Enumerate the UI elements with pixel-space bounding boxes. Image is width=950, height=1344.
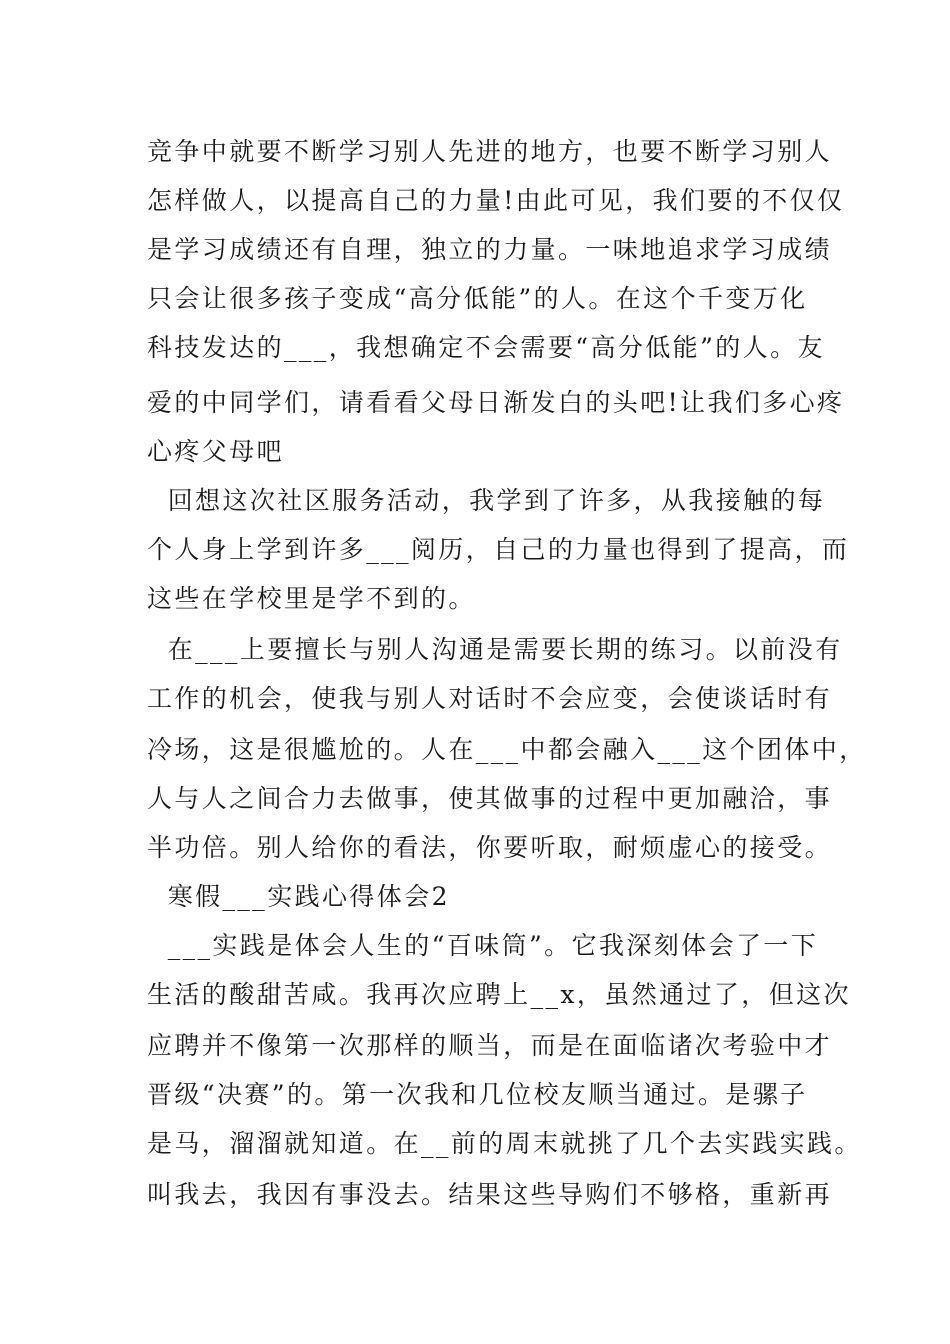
- text-line: 在___上要擅长与别人沟通是需要长期的练习。以前没有: [147, 635, 843, 664]
- text-line: 回想这次社区服务活动，我学到了许多，从我接触的每: [147, 486, 826, 515]
- text-line: 半功倍。别人给你的看法，你要听取，耐烦虚心的接受。: [147, 833, 833, 862]
- text-line: 这些在学校里是学不到的。: [147, 584, 476, 613]
- text-line: 晋级“决赛”的。第一次我和几位校友顺当通过。是骡子: [147, 1080, 808, 1109]
- text-line: 怎样做人，以提高自己的力量!由此可见，我们要的不仅仅: [147, 186, 845, 215]
- text-line: 爱的中同学们，请看看父母日渐发白的头吧!让我们多心疼: [147, 388, 845, 417]
- section-heading: 寒假___实践心得体会2: [147, 882, 450, 911]
- text-line: 竞争中就要不断学习别人先进的地方，也要不断学习别人: [147, 137, 833, 166]
- text-line: 是学习成绩还有自理，独立的力量。一味地追求学习成绩: [147, 235, 833, 264]
- text-line: 叫我去，我因有事没去。结果这些导购们不够格，重新再: [147, 1180, 833, 1209]
- text-line: 人与人之间合力去做事，使其做事的过程中更加融洽，事: [147, 784, 833, 813]
- text-line: 是马，溜溜就知道。在__前的周末就挑了几个去实践实践。: [147, 1129, 862, 1158]
- text-line: 心疼父母吧: [147, 437, 285, 466]
- text-line: 应聘并不像第一次那样的顺当，而是在面临诸次考验中才: [147, 1031, 833, 1060]
- text-line: 冷场，这是很尴尬的。人在___中都会融入___这个团体中，: [147, 735, 867, 764]
- text-line: 个人身上学到许多___阅历，自己的力量也得到了提高，而: [147, 535, 850, 564]
- text-line: ___实践是体会人生的“百味筒”。它我深刻体会了一下: [147, 931, 819, 960]
- text-line: 只会让很多孩子变成“高分低能”的人。在这个千变万化: [147, 284, 808, 313]
- text-line: 工作的机会，使我与别人对话时不会应变，会使谈话时有: [147, 684, 833, 713]
- text-line: 科技发达的___，我想确定不会需要“高分低能”的人。友: [147, 333, 825, 362]
- text-line: 生活的酸甜苦咸。我再次应聘上__x，虽然通过了，但这次: [147, 980, 851, 1009]
